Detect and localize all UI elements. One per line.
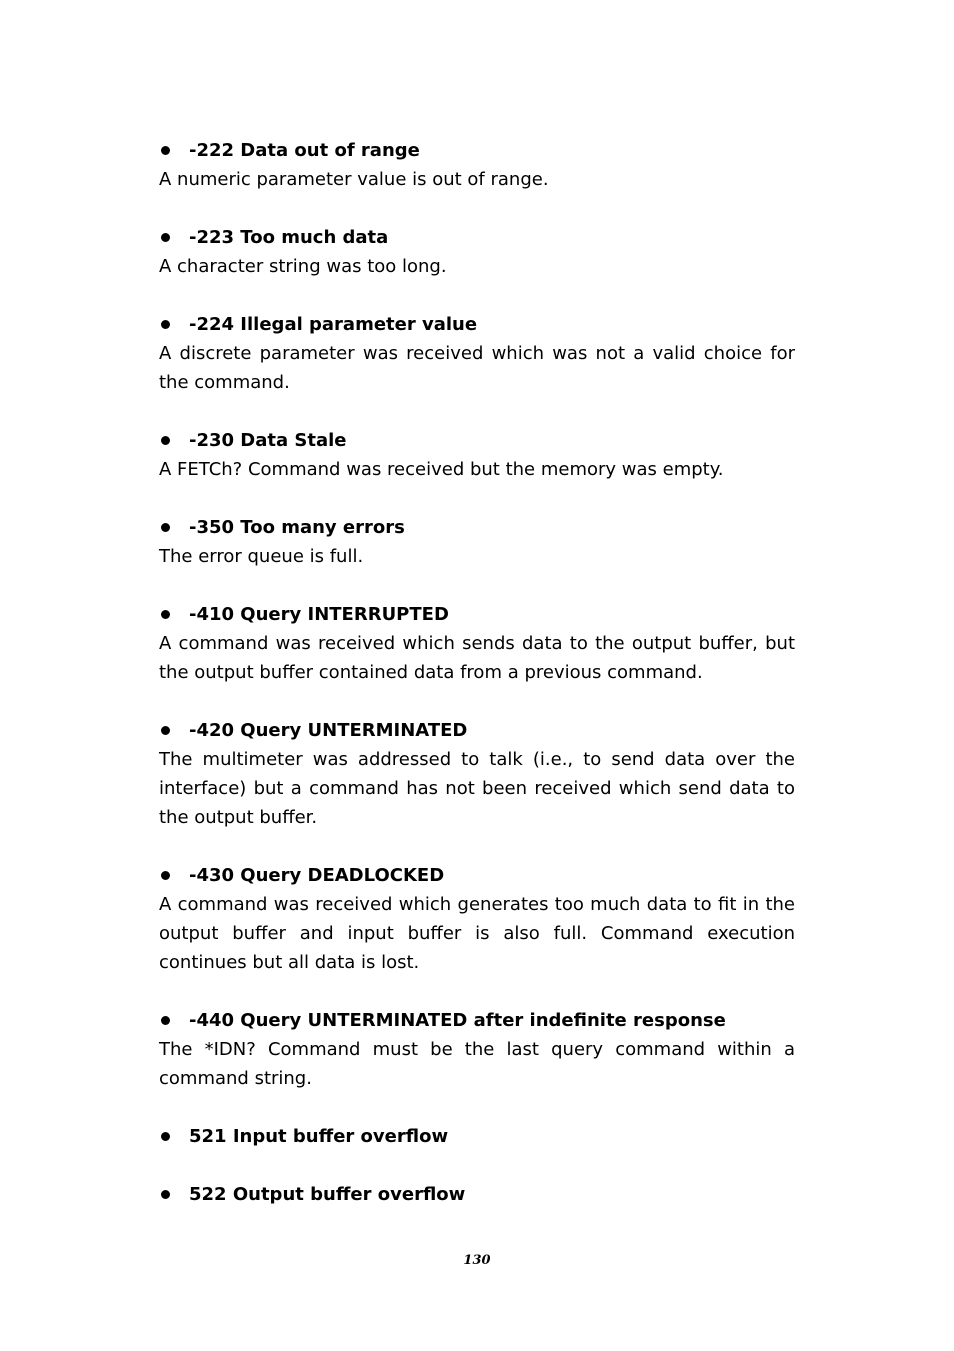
error-heading-text: -222 Data out of range (189, 140, 420, 161)
error-heading (159, 1122, 795, 1151)
bullet-icon (161, 320, 170, 329)
page-number: 130 (463, 1253, 491, 1268)
error-description: The *IDN? Command must be the last query command within a command string. (159, 1039, 795, 1089)
bullet-icon (161, 610, 170, 619)
bullet-icon (161, 146, 170, 155)
error-description: A FETCh? Command was received but the memory was empty. (159, 459, 724, 480)
error-description: A character string was too long. (159, 256, 447, 277)
error-heading-text: -230 Data Stale (189, 430, 347, 451)
error-entry-521 (159, 1122, 795, 1151)
error-heading-text: -410 Query INTERRUPTED (189, 604, 449, 625)
bullet-icon (161, 1190, 170, 1199)
bullet-icon (161, 871, 170, 880)
error-description: A command was received which sends data to the output buffer, but the output buffer contained data from a previous command. (159, 633, 795, 683)
error-heading (159, 426, 795, 455)
error-heading (159, 1006, 795, 1035)
error-heading (159, 310, 795, 339)
error-heading (159, 136, 795, 165)
bullet-icon (161, 233, 170, 242)
error-heading-text: -420 Query UNTERMINATED (189, 720, 468, 741)
bullet-icon (161, 1016, 170, 1025)
error-entry-222 (159, 136, 795, 194)
error-heading-text: -430 Query DEADLOCKED (189, 865, 445, 886)
bullet-icon (161, 436, 170, 445)
error-entry-230 (159, 426, 795, 484)
error-description: A numeric parameter value is out of range. (159, 169, 549, 190)
error-entry-430 (159, 861, 795, 977)
error-heading (159, 223, 795, 252)
error-description: The error queue is full. (159, 546, 364, 567)
error-heading-text: 521 Input buffer overflow (189, 1126, 449, 1147)
error-heading-text: -224 Illegal parameter value (189, 314, 478, 335)
error-entry-522 (159, 1180, 795, 1209)
error-heading (159, 513, 795, 542)
error-heading-text: 522 Output buffer overflow (189, 1184, 466, 1205)
error-list (159, 136, 795, 1238)
error-entry-224 (159, 310, 795, 397)
error-entry-410 (159, 600, 795, 687)
bullet-icon (161, 1132, 170, 1141)
error-description: A discrete parameter was received which was not a valid choice for the command. (159, 343, 795, 393)
error-description: The multimeter was addressed to talk (i.e., to send data over the interface) but a command has not been received which send data to the output buffer. (159, 749, 795, 828)
error-heading (159, 861, 795, 890)
error-heading-text: -223 Too much data (189, 227, 389, 248)
bullet-icon (161, 523, 170, 532)
error-heading (159, 600, 795, 629)
error-heading (159, 1180, 795, 1209)
error-entry-440 (159, 1006, 795, 1093)
error-heading-text: -440 Query UNTERMINATED after indefinite response (189, 1010, 726, 1031)
error-entry-420 (159, 716, 795, 832)
bullet-icon (161, 726, 170, 735)
error-description: A command was received which generates too much data to fit in the output buffer and input buffer is also full. Command execution continues but all data is lost. (159, 894, 795, 973)
error-heading (159, 716, 795, 745)
error-heading-text: -350 Too many errors (189, 517, 405, 538)
error-entry-223 (159, 223, 795, 281)
error-entry-350 (159, 513, 795, 571)
